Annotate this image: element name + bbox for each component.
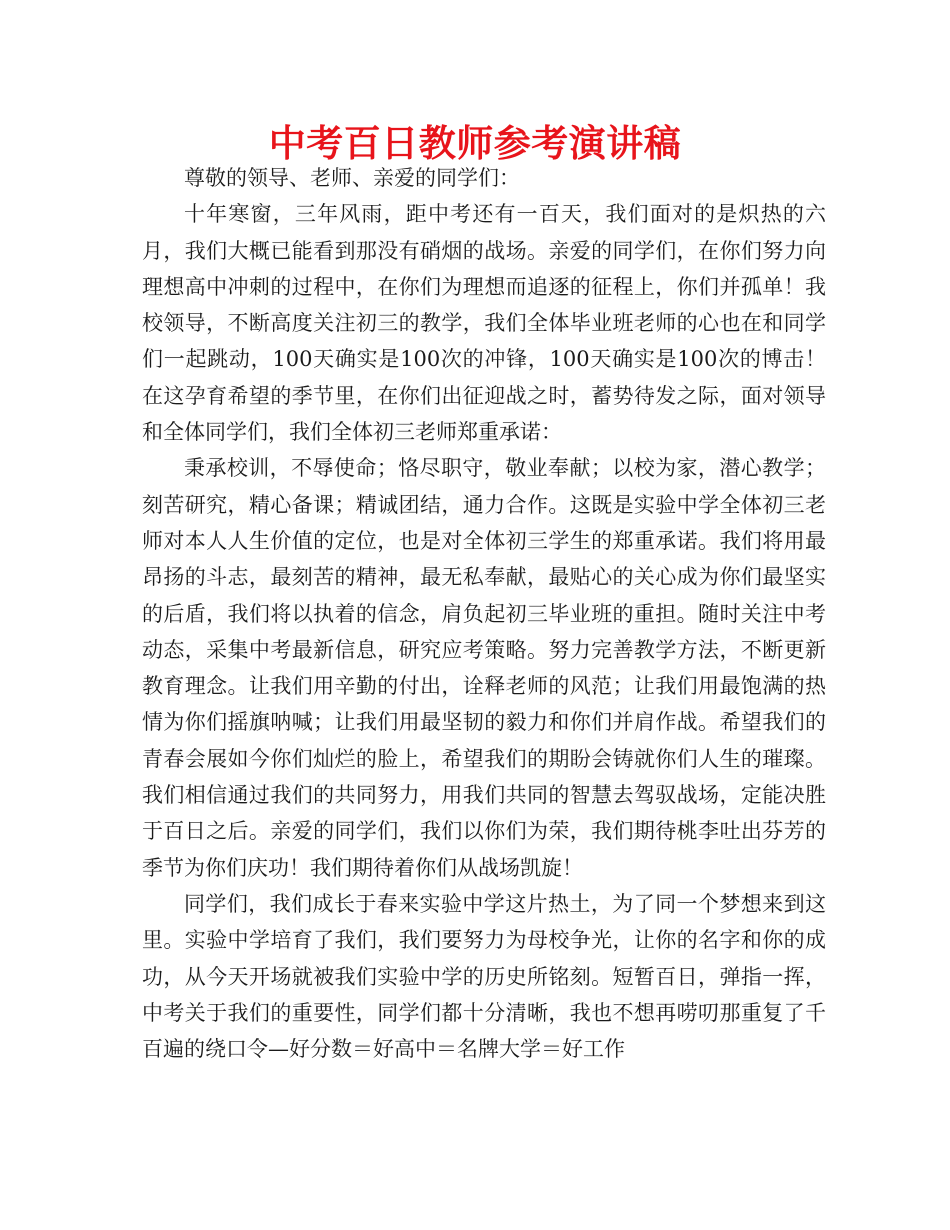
body-paragraph: 同学们，我们成长于春来实验中学这片热土，为了同一个梦想来到这里。实验中学培育了我们，我们要努力为母校争光，让你的名字和你的成功，从今天开场就被我们实验中学的历史所铭刻。短暂百日，弹指一挥，中考关于我们的重要性，同学们都十分清晰，我也不想再唠叨那重复了千百遍的绕口令—好分数＝好高中＝名牌大学＝好工作 [142,891,826,1062]
document-title: 中考百日教师参考演讲稿 [268,122,682,165]
greeting-paragraph: 尊敬的领导、老师、亲爱的同学们： [184,166,520,190]
document-body [142,160,826,1067]
body-paragraph: 秉承校训，不辱使命；恪尽职守，敬业奉献；以校为家，潜心教学；刻苦研究，精心备课；精诚团结，通力合作。这既是实验中学全体初三老师对本人人生价值的定位，也是对全体初三学生的郑重承诺。我们将用最昂扬的斗志，最刻苦的精神，最无私奉献，最贴心的关心成为你们最坚实的后盾，我们将以执着的信念，肩负起初三毕业班的重担。随时关注中考动态，采集中考最新信息，研究应考策略。努力完善教学方法，不断更新教育理念。让我们用辛勤的付出，诠释老师的风范；让我们用最饱满的热情为你们摇旗呐喊；让我们用最坚韧的毅力和你们并肩作战。希望我们的青春会展如今你们灿烂的脸上，希望我们的期盼会铸就你们人生的璀璨。我们相信通过我们的共同努力，用我们共同的智慧去驾驭战场，定能决胜于百日之后。亲爱的同学们，我们以你们为荣，我们期待桃李吐出芬芳的季节为你们庆功！我们期待着你们从战场凯旋！ [142,456,826,880]
body-paragraph: 十年寒窗，三年风雨，距中考还有一百天，我们面对的是炽热的六月，我们大概已能看到那没有硝烟的战场。亲爱的同学们，在你们努力向理想高中冲刺的过程中，在你们为理想而追逐的征程上，你们并孤单！我校领导，不断高度关注初三的教学，我们全体毕业班老师的心也在和同学们一起跳动，100天确实是100次的冲锋，100天确实是100次的博击！在这孕育希望的季节里，在你们出征迎战之时，蓄势待发之际，面对领导和全体同学们，我们全体初三老师郑重承诺： [142,202,826,445]
